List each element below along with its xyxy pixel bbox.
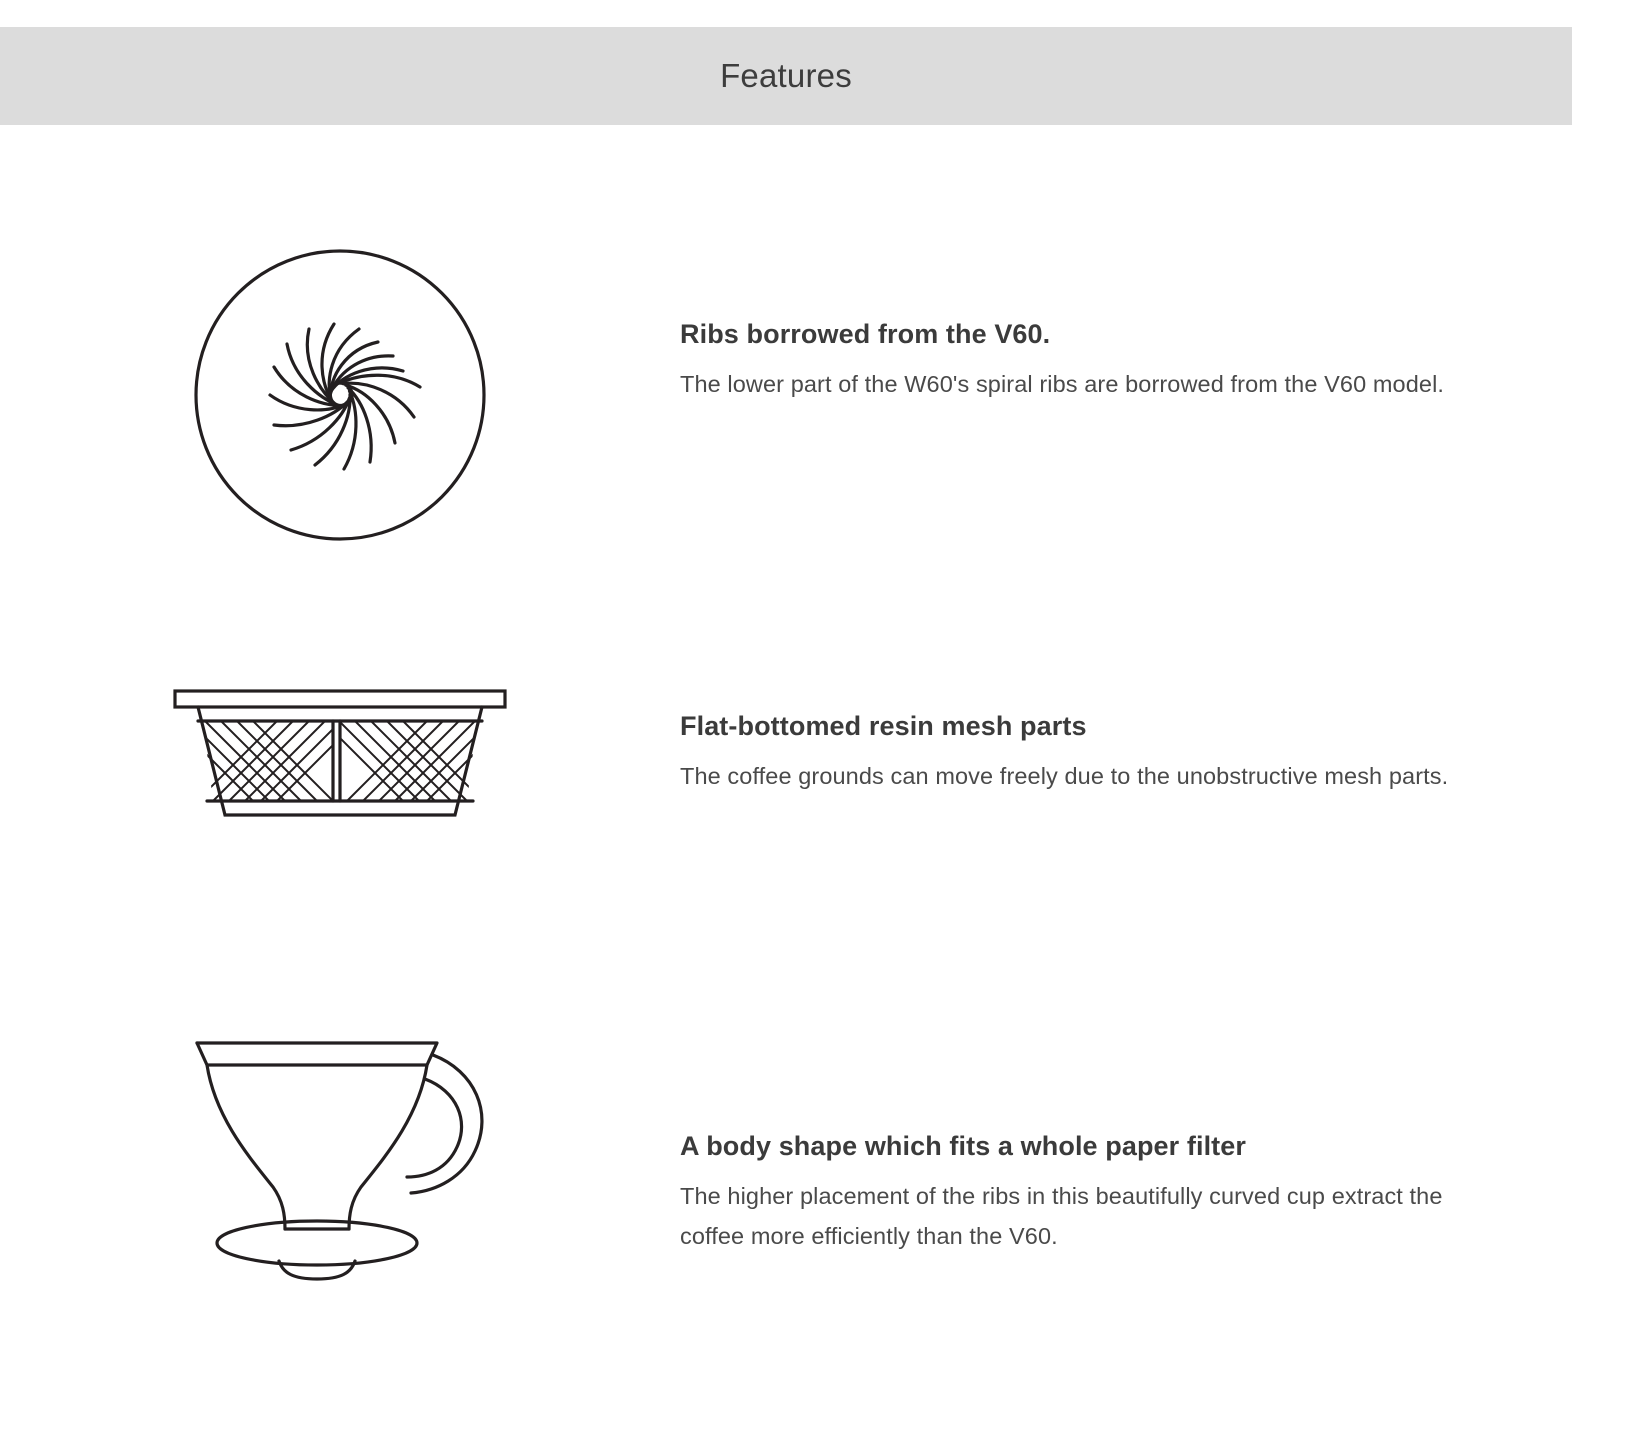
feature-text-cell	[680, 179, 1572, 404]
page-title: Features	[720, 57, 852, 94]
feature-icon-cell	[0, 669, 680, 837]
feature-description: The lower part of the W60's spiral ribs are borrowed from the V60 model.	[680, 371, 1445, 397]
feature-icon-cell	[0, 1019, 680, 1295]
features-page	[0, 27, 1635, 1449]
feature-item	[0, 179, 1572, 669]
feature-description: The coffee grounds can move freely due to the unobstructive mesh parts.	[680, 763, 1449, 789]
dripper-cup-icon	[175, 1025, 505, 1295]
features-header	[0, 27, 1572, 125]
feature-title: Flat-bottomed resin mesh parts	[680, 711, 1087, 741]
feature-list	[0, 179, 1635, 1349]
feature-item	[0, 1019, 1572, 1349]
feature-title: A body shape which fits a whole paper filter	[680, 1131, 1246, 1161]
feature-text-cell	[680, 1019, 1572, 1257]
feature-description: The higher placement of the ribs in this beautifully curved cup extract the coffee more efficiently than the V60.	[680, 1183, 1443, 1250]
spiral-ribs-icon	[190, 245, 490, 545]
feature-item	[0, 669, 1572, 1019]
flat-bottom-mesh-icon	[165, 677, 515, 837]
feature-title: Ribs borrowed from the V60.	[680, 319, 1051, 349]
feature-text-cell	[680, 669, 1572, 796]
feature-icon-cell	[0, 179, 680, 545]
